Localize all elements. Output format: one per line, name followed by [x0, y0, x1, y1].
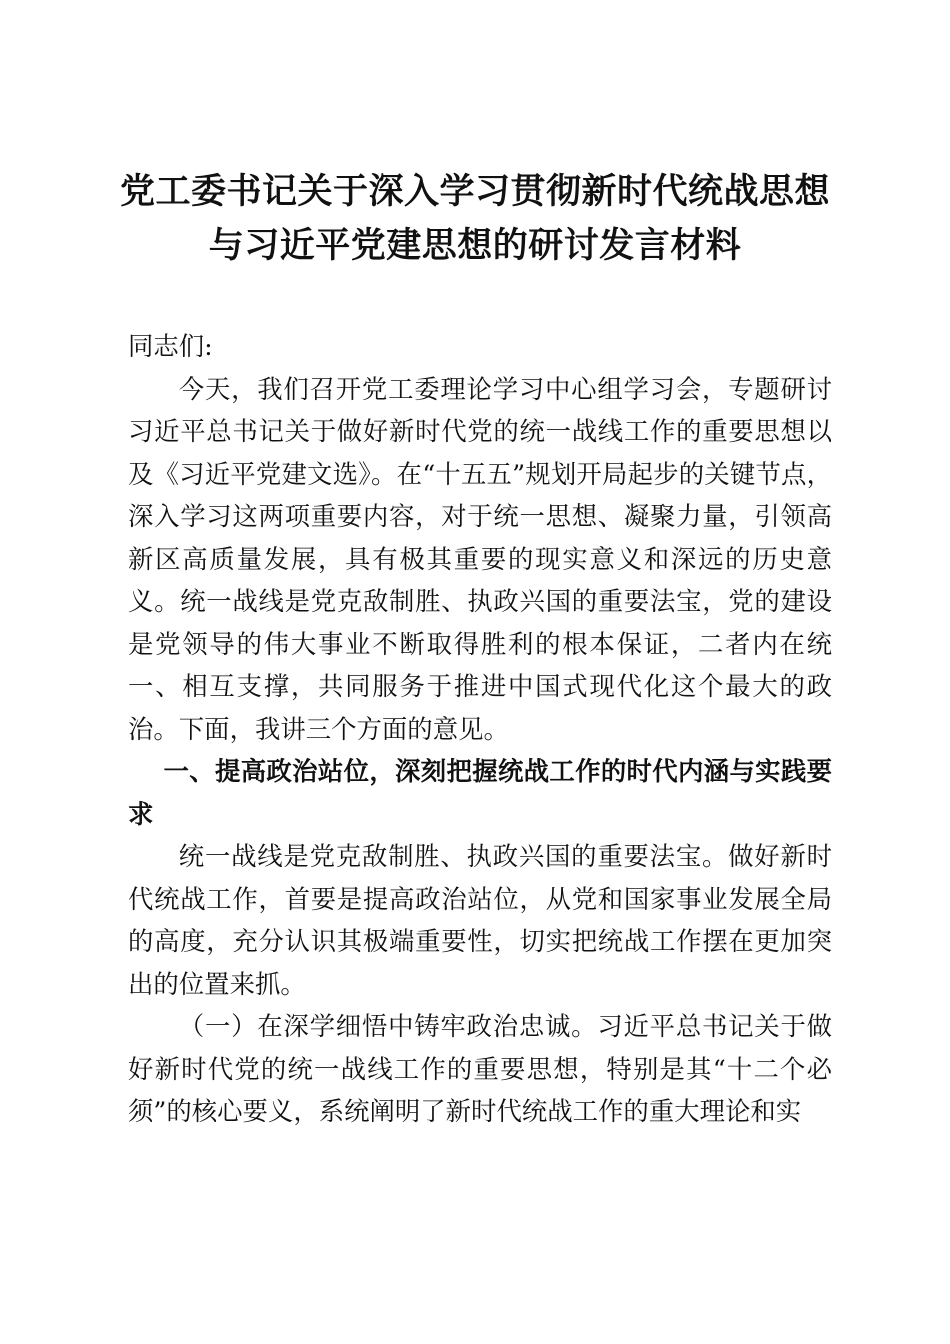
subsection-1-paragraph: （一）在深学细悟中铸牢政治忠诚。习近平总书记关于做好新时代党的统一战线工作的重要思想，特别是其“十二个必须”的核心要义，系统阐明了新时代统战工作的重大理论和实: [128, 1011, 832, 1126]
title-line-1: 党工委书记关于深入学习贯彻新时代统战思想: [119, 171, 830, 212]
salutation: 同志们:: [128, 331, 213, 361]
opening-paragraph: 今天，我们召开党工委理论学习中心组学习会，专题研讨习近平总书记关于做好新时代党的统一战线工作的重要思想以及《习近平党建文选》。在“十五五”规划开局起步的关键节点，深入学习这两项重要内容，对于统一思想、凝聚力量，引领高新区高质量发展，具有极其重要的现实意义和深远的历史意义。统一战线是党克敌制胜、执政兴国的重要法宝，党的建设是党领导的伟大事业不断取得胜利的根本保证，二者内在统一、相互支撑，共同服务于推进中国式现代化这个最大的政治。下面，我讲三个方面的意见。: [128, 373, 832, 744]
section-1-intro-paragraph: 统一战线是党克敌制胜、执政兴国的重要法宝。做好新时代统战工作，首要是提高政治站位，从党和国家事业发展全局的高度，充分认识其极端重要性，切实把统战工作摆在更加突出的位置来抓。: [128, 841, 832, 999]
title-line-2: 与习近平党建思想的研讨发言材料: [208, 225, 742, 266]
document-title: [60, 165, 890, 273]
section-heading-1: 一、提高政治站位，深刻把握统战工作的时代内涵与实践要求: [128, 756, 832, 829]
document-body: [128, 325, 832, 1133]
